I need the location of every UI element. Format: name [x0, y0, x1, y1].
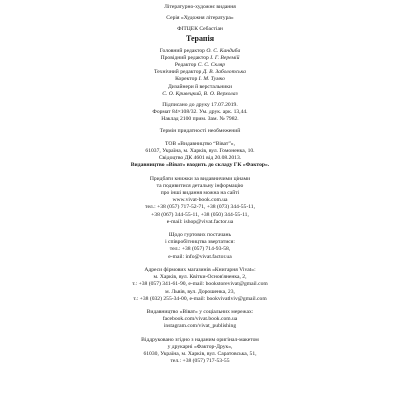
store-lviv-address: м. Львів, вул. Дорошенка, 23,: [165, 288, 235, 295]
store-kharkiv-address: м. Харків, вул. Квітки-Основ'яненка, 2,: [153, 274, 247, 281]
publisher-address: 61037, Україна, м. Харків, вул. Гомоненка, 10.: [145, 148, 255, 155]
order-line-1: Придбати книжки за видавничими цінами: [149, 175, 251, 182]
wholesale-email[interactable]: e-mail: info@vivat.factor.ua: [168, 253, 232, 260]
stores-heading: Адреси фірмових магазинів «Книгарня Vivat»:: [144, 266, 256, 273]
printer-phone: тел.: +38 (057) 717-53-55: [170, 358, 230, 365]
book-title: Терапія: [185, 33, 215, 43]
author-line: ФІТЦЕК Себастіан: [177, 26, 223, 33]
printer-line-1: Віддруковано згідно з наданим оригінал-макетом: [141, 336, 259, 343]
print-run-line: Наклад 2100 прим. Зам. № 7982.: [161, 116, 239, 123]
chief-editor-line: [40, 48, 360, 55]
publisher-group: Видавництво «Віват» входить до складу ГК «Фактор».: [130, 162, 270, 169]
editor-label: Редактор: [174, 62, 197, 69]
order-site-link[interactable]: www.vivat-book.com.ua: [172, 197, 228, 204]
tech-editor-label: Технічний редактор: [154, 69, 202, 76]
tech-editor-line: [40, 69, 360, 76]
wholesale-line-2: і співробітництва звертатися:: [165, 239, 235, 246]
genre-line: Літературно-художнє видання: [164, 4, 236, 10]
order-line-3: про інші видання можна на сайті: [160, 190, 240, 197]
proofreader-label: Коректор: [175, 76, 198, 83]
social-heading: Видавництво «Віват» у соціальних мережах:: [146, 308, 254, 315]
editor-name: С. С. Скляр: [197, 62, 226, 69]
publisher-name: ТОВ «Видавництво “Віват”»,: [164, 140, 236, 147]
wholesale-phone: тел.: +38 (057) 714-93-58,: [169, 246, 231, 253]
instagram-link[interactable]: instagram.com/vivat_publishing: [163, 323, 237, 330]
proofreader-line: [40, 76, 360, 83]
printer-line-2: у друкарні «Фактор-Друк»,: [167, 343, 233, 350]
order-phone-line-2: +38 (067) 344-55-11, +38 (050) 344-55-11,: [151, 211, 249, 218]
store-kharkiv-contacts: т.: +38 (057) 341-61-90, e-mail: bookstorevivat@gmail.com: [132, 281, 268, 288]
chief-editor-name: О. С. Кандиба: [206, 47, 241, 54]
tech-editor-name: Д. В. Заболотська: [202, 69, 246, 76]
lead-editor-line: [40, 55, 360, 62]
printer-address: 61030, Україна, м. Харків, вул. Саратовська, 51,: [143, 350, 257, 357]
validity-line: Термін придатності необмежений: [159, 127, 241, 134]
lead-editor-label: Провідний редактор: [160, 54, 209, 61]
proofreader-name: І. М. Тумко: [198, 76, 225, 83]
lead-editor-name: І. Г. Веремій: [210, 54, 240, 61]
store-lviv-contacts: т.: +38 (032) 255-34-00, e-mail: bookvivatlviv@gmail.com: [133, 295, 267, 302]
designers-label: Дизайнери й верстальники: [167, 83, 232, 90]
facebook-link[interactable]: facebook.com/vivat.book.com.ua: [162, 316, 238, 323]
wholesale-line-1: Щодо гуртових постачань: [168, 232, 232, 239]
order-phone-line-1: тел.: +38 (057) 717-52-71, +38 (073) 344-55-11,: [145, 204, 255, 211]
signed-line: Підписано до друку 17.07.2019.: [162, 102, 238, 109]
order-email[interactable]: e-mail: ishop@vivat.factor.ua: [166, 218, 234, 225]
designers-names: С. О. Кривецкий, В. О. Верхолаз: [162, 90, 238, 97]
series-line: Серія «Художня література»: [166, 15, 234, 22]
format-line: Формат 84×108/32. Ум. друк. арк. 13,44.: [152, 109, 248, 116]
chief-editor-label: Головний редактор: [159, 47, 205, 54]
order-line-2: та подивитися детальну інформацію: [156, 182, 244, 189]
publisher-certificate: Свідоцтво ДК 4601 від 20.08.2013.: [158, 155, 242, 162]
